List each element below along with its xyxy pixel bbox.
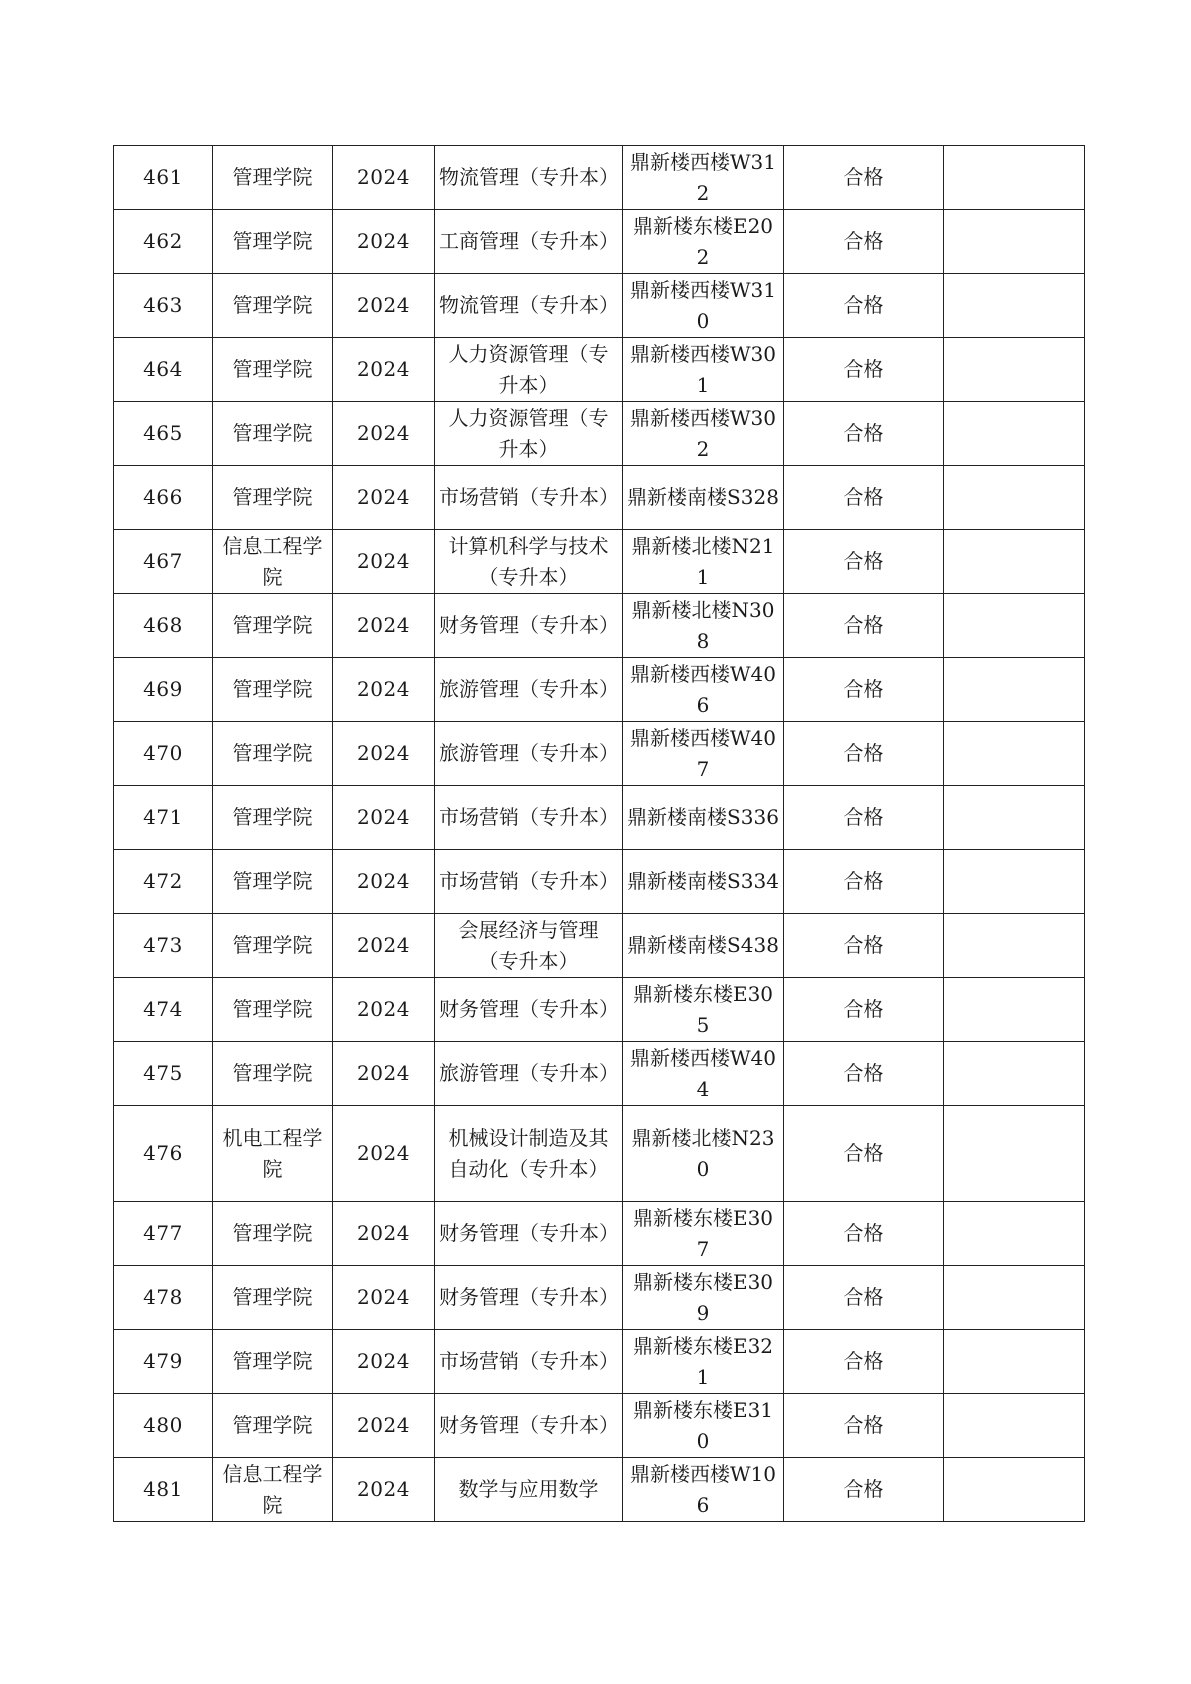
serial-number-cell: 463 [114, 274, 213, 338]
college-cell: 管理学院 [213, 146, 333, 210]
grade-year-cell: 2024 [333, 722, 435, 786]
table-row [114, 1042, 1085, 1106]
serial-number-cell: 467 [114, 530, 213, 594]
college-cell: 管理学院 [213, 658, 333, 722]
serial-number-cell: 481 [114, 1458, 213, 1522]
note-cell [944, 146, 1085, 210]
college-cell: 管理学院 [213, 1266, 333, 1330]
table-row [114, 530, 1085, 594]
college-cell: 管理学院 [213, 1394, 333, 1458]
serial-number-cell: 472 [114, 850, 213, 914]
grade-year-cell: 2024 [333, 338, 435, 402]
grade-year-cell: 2024 [333, 786, 435, 850]
grade-year-cell: 2024 [333, 914, 435, 978]
note-cell [944, 1202, 1085, 1266]
table-row [114, 402, 1085, 466]
dorm-room-cell: 鼎新楼东楼E305 [623, 978, 784, 1042]
college-cell: 管理学院 [213, 914, 333, 978]
result-cell: 合格 [784, 658, 944, 722]
grade-year-cell: 2024 [333, 402, 435, 466]
table-row [114, 978, 1085, 1042]
college-cell: 管理学院 [213, 978, 333, 1042]
major-cell: 数学与应用数学 [435, 1458, 623, 1522]
major-cell: 财务管理（专升本） [435, 978, 623, 1042]
dorm-room-cell: 鼎新楼西楼W312 [623, 146, 784, 210]
dorm-room-cell: 鼎新楼南楼S438 [623, 914, 784, 978]
grade-year-cell: 2024 [333, 850, 435, 914]
college-cell: 管理学院 [213, 722, 333, 786]
dorm-room-cell: 鼎新楼西楼W106 [623, 1458, 784, 1522]
dorm-room-cell: 鼎新楼西楼W406 [623, 658, 784, 722]
table-body [114, 146, 1085, 1522]
table-row [114, 466, 1085, 530]
note-cell [944, 594, 1085, 658]
note-cell [944, 466, 1085, 530]
college-cell: 管理学院 [213, 1202, 333, 1266]
major-cell: 市场营销（专升本） [435, 466, 623, 530]
table-row [114, 338, 1085, 402]
college-cell: 管理学院 [213, 850, 333, 914]
table-row [114, 786, 1085, 850]
serial-number-cell: 477 [114, 1202, 213, 1266]
table-row [114, 914, 1085, 978]
grade-year-cell: 2024 [333, 1394, 435, 1458]
result-cell: 合格 [784, 786, 944, 850]
serial-number-cell: 469 [114, 658, 213, 722]
grade-year-cell: 2024 [333, 146, 435, 210]
note-cell [944, 850, 1085, 914]
college-cell: 机电工程学院 [213, 1106, 333, 1202]
dorm-room-cell: 鼎新楼南楼S336 [623, 786, 784, 850]
college-cell: 管理学院 [213, 338, 333, 402]
major-cell: 财务管理（专升本） [435, 1202, 623, 1266]
note-cell [944, 338, 1085, 402]
major-cell: 工商管理（专升本） [435, 210, 623, 274]
result-cell: 合格 [784, 1458, 944, 1522]
result-cell: 合格 [784, 402, 944, 466]
result-cell: 合格 [784, 1266, 944, 1330]
major-cell: 物流管理（专升本） [435, 146, 623, 210]
table-row [114, 1330, 1085, 1394]
table-row [114, 1106, 1085, 1202]
major-cell: 市场营销（专升本） [435, 1330, 623, 1394]
table-row [114, 210, 1085, 274]
result-cell: 合格 [784, 1042, 944, 1106]
note-cell [944, 722, 1085, 786]
note-cell [944, 914, 1085, 978]
major-cell: 机械设计制造及其自动化（专升本） [435, 1106, 623, 1202]
serial-number-cell: 464 [114, 338, 213, 402]
major-cell: 财务管理（专升本） [435, 1394, 623, 1458]
note-cell [944, 786, 1085, 850]
dorm-room-cell: 鼎新楼东楼E307 [623, 1202, 784, 1266]
result-cell: 合格 [784, 1394, 944, 1458]
result-cell: 合格 [784, 1202, 944, 1266]
serial-number-cell: 462 [114, 210, 213, 274]
note-cell [944, 274, 1085, 338]
note-cell [944, 1458, 1085, 1522]
college-cell: 管理学院 [213, 786, 333, 850]
college-cell: 管理学院 [213, 402, 333, 466]
result-cell: 合格 [784, 530, 944, 594]
college-cell: 信息工程学院 [213, 1458, 333, 1522]
grade-year-cell: 2024 [333, 658, 435, 722]
dorm-room-cell: 鼎新楼东楼E310 [623, 1394, 784, 1458]
grade-year-cell: 2024 [333, 1202, 435, 1266]
grade-year-cell: 2024 [333, 1106, 435, 1202]
serial-number-cell: 480 [114, 1394, 213, 1458]
note-cell [944, 530, 1085, 594]
result-cell: 合格 [784, 466, 944, 530]
result-cell: 合格 [784, 594, 944, 658]
grade-year-cell: 2024 [333, 466, 435, 530]
dorm-room-cell: 鼎新楼西楼W310 [623, 274, 784, 338]
dorm-room-cell: 鼎新楼东楼E321 [623, 1330, 784, 1394]
grade-year-cell: 2024 [333, 978, 435, 1042]
table-row [114, 1202, 1085, 1266]
serial-number-cell: 468 [114, 594, 213, 658]
table-row [114, 850, 1085, 914]
dorm-room-cell: 鼎新楼北楼N230 [623, 1106, 784, 1202]
major-cell: 计算机科学与技术（专升本） [435, 530, 623, 594]
serial-number-cell: 474 [114, 978, 213, 1042]
result-cell: 合格 [784, 210, 944, 274]
dorm-room-cell: 鼎新楼西楼W302 [623, 402, 784, 466]
college-cell: 管理学院 [213, 274, 333, 338]
college-cell: 管理学院 [213, 466, 333, 530]
dormitory-inspection-table [113, 145, 1085, 1522]
serial-number-cell: 473 [114, 914, 213, 978]
serial-number-cell: 476 [114, 1106, 213, 1202]
major-cell: 财务管理（专升本） [435, 1266, 623, 1330]
college-cell: 管理学院 [213, 594, 333, 658]
note-cell [944, 978, 1085, 1042]
grade-year-cell: 2024 [333, 1266, 435, 1330]
dorm-room-cell: 鼎新楼东楼E202 [623, 210, 784, 274]
note-cell [944, 1394, 1085, 1458]
major-cell: 市场营销（专升本） [435, 786, 623, 850]
note-cell [944, 1042, 1085, 1106]
major-cell: 物流管理（专升本） [435, 274, 623, 338]
serial-number-cell: 475 [114, 1042, 213, 1106]
major-cell: 旅游管理（专升本） [435, 722, 623, 786]
college-cell: 管理学院 [213, 210, 333, 274]
dorm-room-cell: 鼎新楼北楼N211 [623, 530, 784, 594]
dorm-room-cell: 鼎新楼南楼S328 [623, 466, 784, 530]
grade-year-cell: 2024 [333, 274, 435, 338]
grade-year-cell: 2024 [333, 594, 435, 658]
major-cell: 市场营销（专升本） [435, 850, 623, 914]
result-cell: 合格 [784, 1106, 944, 1202]
dorm-room-cell: 鼎新楼北楼N308 [623, 594, 784, 658]
serial-number-cell: 471 [114, 786, 213, 850]
serial-number-cell: 461 [114, 146, 213, 210]
dorm-room-cell: 鼎新楼南楼S334 [623, 850, 784, 914]
dorm-room-cell: 鼎新楼西楼W301 [623, 338, 784, 402]
result-cell: 合格 [784, 978, 944, 1042]
result-cell: 合格 [784, 274, 944, 338]
serial-number-cell: 478 [114, 1266, 213, 1330]
serial-number-cell: 470 [114, 722, 213, 786]
major-cell: 财务管理（专升本） [435, 594, 623, 658]
serial-number-cell: 465 [114, 402, 213, 466]
note-cell [944, 658, 1085, 722]
dorm-room-cell: 鼎新楼西楼W404 [623, 1042, 784, 1106]
grade-year-cell: 2024 [333, 1042, 435, 1106]
table-row [114, 594, 1085, 658]
table-row [114, 146, 1085, 210]
result-cell: 合格 [784, 146, 944, 210]
result-cell: 合格 [784, 914, 944, 978]
serial-number-cell: 479 [114, 1330, 213, 1394]
major-cell: 旅游管理（专升本） [435, 658, 623, 722]
major-cell: 人力资源管理（专升本） [435, 338, 623, 402]
result-cell: 合格 [784, 722, 944, 786]
college-cell: 管理学院 [213, 1330, 333, 1394]
result-cell: 合格 [784, 338, 944, 402]
table-row [114, 1266, 1085, 1330]
note-cell [944, 1106, 1085, 1202]
serial-number-cell: 466 [114, 466, 213, 530]
note-cell [944, 402, 1085, 466]
grade-year-cell: 2024 [333, 530, 435, 594]
table-row [114, 1394, 1085, 1458]
result-cell: 合格 [784, 850, 944, 914]
major-cell: 会展经济与管理（专升本） [435, 914, 623, 978]
college-cell: 信息工程学院 [213, 530, 333, 594]
grade-year-cell: 2024 [333, 210, 435, 274]
dorm-room-cell: 鼎新楼东楼E309 [623, 1266, 784, 1330]
note-cell [944, 1266, 1085, 1330]
result-cell: 合格 [784, 1330, 944, 1394]
table-row [114, 722, 1085, 786]
major-cell: 旅游管理（专升本） [435, 1042, 623, 1106]
table-row [114, 1458, 1085, 1522]
major-cell: 人力资源管理（专升本） [435, 402, 623, 466]
dorm-room-cell: 鼎新楼西楼W407 [623, 722, 784, 786]
note-cell [944, 210, 1085, 274]
note-cell [944, 1330, 1085, 1394]
college-cell: 管理学院 [213, 1042, 333, 1106]
grade-year-cell: 2024 [333, 1330, 435, 1394]
table-row [114, 274, 1085, 338]
grade-year-cell: 2024 [333, 1458, 435, 1522]
table-row [114, 658, 1085, 722]
